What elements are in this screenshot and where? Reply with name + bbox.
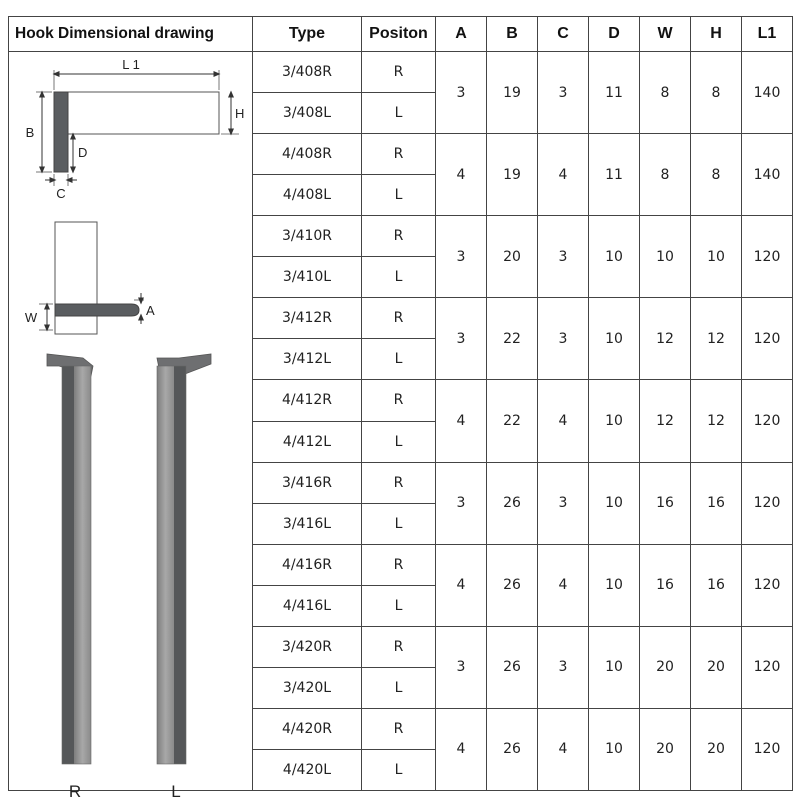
type-cell: 3/412R <box>253 298 362 339</box>
a-cell: 3 <box>436 298 487 380</box>
type-cell: 3/416R <box>253 462 362 503</box>
header-h: H <box>691 17 742 52</box>
w-cell: 8 <box>640 52 691 134</box>
header-drawing: Hook Dimensional drawing <box>9 17 253 52</box>
header-type: Type <box>253 17 362 52</box>
c-cell: 4 <box>538 134 589 216</box>
header-a: A <box>436 17 487 52</box>
position-cell: L <box>362 585 436 626</box>
a-cell: 3 <box>436 626 487 708</box>
b-cell: 26 <box>487 708 538 790</box>
type-cell: 4/416R <box>253 544 362 585</box>
type-cell: 3/416L <box>253 503 362 544</box>
w-cell: 12 <box>640 298 691 380</box>
w-cell: 16 <box>640 462 691 544</box>
type-cell: 4/408R <box>253 134 362 175</box>
a-cell: 3 <box>436 216 487 298</box>
header-l1: L1 <box>742 17 793 52</box>
label-l1: L 1 <box>122 57 140 72</box>
w-cell: 10 <box>640 216 691 298</box>
c-cell: 4 <box>538 380 589 462</box>
l1-cell: 120 <box>742 708 793 790</box>
type-cell: 3/408L <box>253 93 362 134</box>
h-cell: 16 <box>691 462 742 544</box>
label-right: R <box>68 782 82 800</box>
l1-cell: 120 <box>742 462 793 544</box>
position-cell: L <box>362 667 436 708</box>
d-cell: 10 <box>589 216 640 298</box>
label-a: A <box>146 303 155 318</box>
l1-cell: 140 <box>742 134 793 216</box>
hook-top-view <box>26 57 245 201</box>
type-cell: 3/420L <box>253 667 362 708</box>
header-d: D <box>589 17 640 52</box>
type-cell: 4/416L <box>253 585 362 626</box>
header-row <box>9 17 793 52</box>
position-cell: R <box>362 216 436 257</box>
w-cell: 20 <box>640 708 691 790</box>
type-cell: 3/408R <box>253 52 362 93</box>
a-cell: 4 <box>436 544 487 626</box>
b-cell: 19 <box>487 52 538 134</box>
position-cell: R <box>362 462 436 503</box>
h-cell: 8 <box>691 134 742 216</box>
w-cell: 8 <box>640 134 691 216</box>
hook-spec-table <box>8 16 793 800</box>
position-cell: L <box>362 421 436 462</box>
c-cell: 3 <box>538 626 589 708</box>
d-cell: 11 <box>589 52 640 134</box>
type-cell: 3/420R <box>253 626 362 667</box>
h-cell: 12 <box>691 298 742 380</box>
a-cell: 3 <box>436 462 487 544</box>
label-h: H <box>235 106 245 121</box>
position-cell: L <box>362 503 436 544</box>
type-cell: 3/410L <box>253 257 362 298</box>
header-b: B <box>487 17 538 52</box>
type-cell: 3/412L <box>253 339 362 380</box>
l1-cell: 120 <box>742 380 793 462</box>
position-cell: R <box>362 134 436 175</box>
c-cell: 3 <box>538 52 589 134</box>
d-cell: 10 <box>589 708 640 790</box>
b-cell: 20 <box>487 216 538 298</box>
label-w: W <box>24 310 38 325</box>
b-cell: 22 <box>487 298 538 380</box>
w-cell: 16 <box>640 544 691 626</box>
d-cell: 10 <box>589 380 640 462</box>
position-cell: L <box>362 93 436 134</box>
c-cell: 3 <box>538 462 589 544</box>
l1-cell: 140 <box>742 52 793 134</box>
hook-drawing <box>9 52 253 800</box>
hook-side-view <box>25 222 155 334</box>
w-cell: 20 <box>640 626 691 708</box>
b-cell: 26 <box>487 462 538 544</box>
position-cell: L <box>362 257 436 298</box>
label-left: L <box>171 782 181 800</box>
d-cell: 10 <box>589 298 640 380</box>
d-cell: 10 <box>589 544 640 626</box>
h-cell: 16 <box>691 544 742 626</box>
position-cell: R <box>362 708 436 749</box>
l1-cell: 120 <box>742 626 793 708</box>
c-cell: 3 <box>538 298 589 380</box>
position-cell: R <box>362 380 436 421</box>
type-cell: 4/408L <box>253 175 362 216</box>
h-cell: 12 <box>691 380 742 462</box>
label-d: D <box>78 145 88 160</box>
hook-right-bar <box>47 354 93 800</box>
type-cell: 4/412L <box>253 421 362 462</box>
position-cell: R <box>362 298 436 339</box>
w-cell: 12 <box>640 380 691 462</box>
h-cell: 20 <box>691 708 742 790</box>
d-cell: 11 <box>589 134 640 216</box>
hook-drawing-svg <box>9 52 252 800</box>
c-cell: 4 <box>538 708 589 790</box>
b-cell: 22 <box>487 380 538 462</box>
a-cell: 4 <box>436 134 487 216</box>
h-cell: 20 <box>691 626 742 708</box>
header-position: Positon <box>362 17 436 52</box>
l1-cell: 120 <box>742 298 793 380</box>
a-cell: 4 <box>436 380 487 462</box>
position-cell: R <box>362 52 436 93</box>
h-cell: 10 <box>691 216 742 298</box>
c-cell: 4 <box>538 544 589 626</box>
c-cell: 3 <box>538 216 589 298</box>
position-cell: R <box>362 544 436 585</box>
a-cell: 3 <box>436 52 487 134</box>
d-cell: 10 <box>589 462 640 544</box>
header-w: W <box>640 17 691 52</box>
table-row <box>9 52 793 93</box>
position-cell: L <box>362 339 436 380</box>
position-cell: R <box>362 626 436 667</box>
label-b: B <box>25 125 35 140</box>
hook-left-bar <box>157 354 211 800</box>
l1-cell: 120 <box>742 544 793 626</box>
b-cell: 19 <box>487 134 538 216</box>
h-cell: 8 <box>691 52 742 134</box>
type-cell: 4/420R <box>253 708 362 749</box>
position-cell: L <box>362 175 436 216</box>
a-cell: 4 <box>436 708 487 790</box>
d-cell: 10 <box>589 626 640 708</box>
label-c: C <box>56 186 66 201</box>
b-cell: 26 <box>487 626 538 708</box>
type-cell: 4/420L <box>253 750 362 791</box>
l1-cell: 120 <box>742 216 793 298</box>
position-cell: L <box>362 750 436 791</box>
b-cell: 26 <box>487 544 538 626</box>
header-c: C <box>538 17 589 52</box>
type-cell: 4/412R <box>253 380 362 421</box>
type-cell: 3/410R <box>253 216 362 257</box>
